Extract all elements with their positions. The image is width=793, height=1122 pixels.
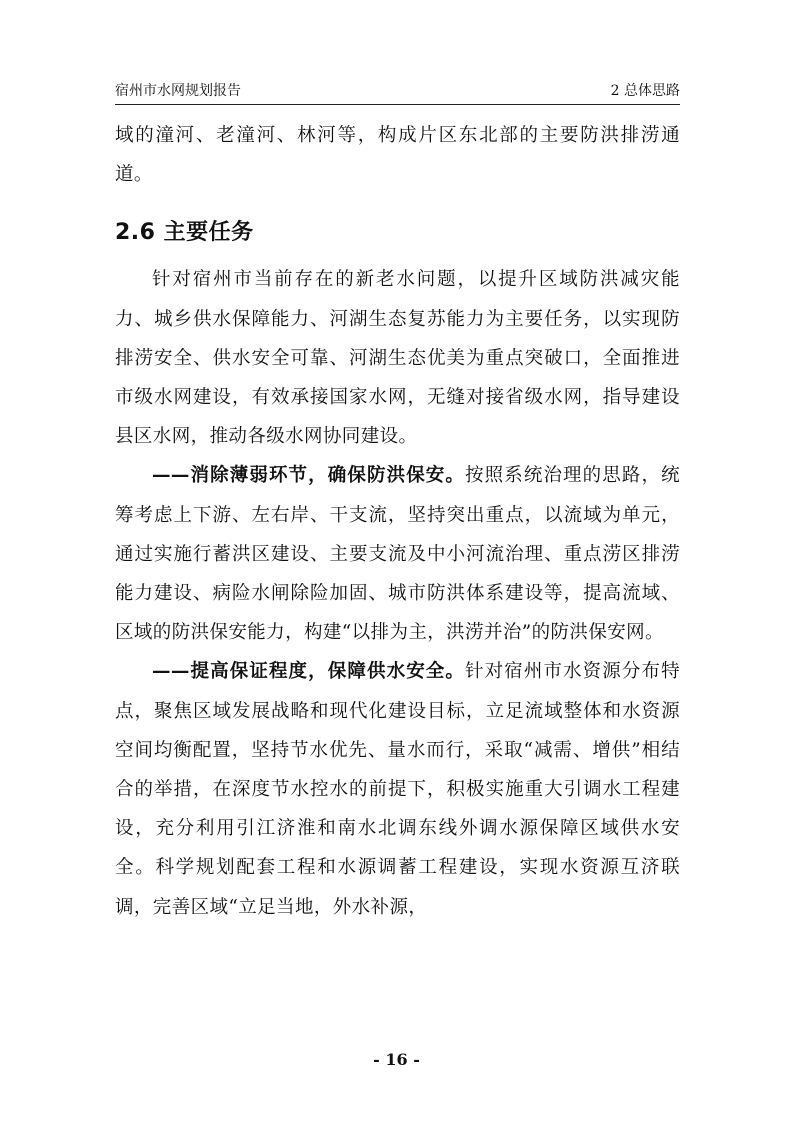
header-report-title: 宿州市水网规划报告 [115,83,241,99]
header-chapter-title: 2 总体思路 [610,83,680,99]
page-number: - 16 - [373,1050,420,1069]
task2-title: ——提高保证程度，保障供水安全。 [152,661,466,683]
intro-paragraph: 针对宿州市当前存在的新老水问题，以提升区域防洪减灾能力、城乡供水保障能力、河湖生态复苏能力为主要任务，以实现防排涝安全、供水安全可靠、河湖生态优美为重点突破口，全面推进市级水网建设，有效承接国家水网，无缝对接省级水网，指导建设县区水网，推动各级水网协同建设。 [115,269,680,448]
task2-paragraph [115,652,680,926]
task1-paragraph [115,456,680,652]
document-body [115,116,680,927]
task1-title: ——消除薄弱环节，确保防洪保安。 [152,465,466,487]
continuation-paragraph: 域的潼河、老潼河、林河等，构成片区东北部的主要防洪排涝通道。 [115,125,680,186]
section-heading: 2.6 主要任务 [115,220,254,246]
task2-text: 针对宿州市水资源分布特点，聚焦区域发展战略和现代化建设目标，立足流域整体和水资源空间均衡配置，坚持节水优先、量水而行，采取“减需、增供”相结合的举措，在深度节水控水的前提下，积极实施重大引调水工程建设，充分利用引江济淮和南水北调东线外调水源保障区域供水安全。科学规划配套工程和水源调蓄工程建设，实现水资源互济联调，完善区域“立足当地，外水补源， [115,661,680,918]
page-header [115,80,680,105]
task1-text: 按照系统治理的思路，统筹考虑上下游、左右岸、干支流，坚持突出重点，以流域为单元，通过实施行蓄洪区建设、主要支流及中小河流治理、重点涝区排涝能力建设、病险水闸除险加固、城市防洪体系建设等，提高流域、区域的防洪保安能力，构建“以排为主，洪涝并治”的防洪保安网。 [115,465,680,644]
